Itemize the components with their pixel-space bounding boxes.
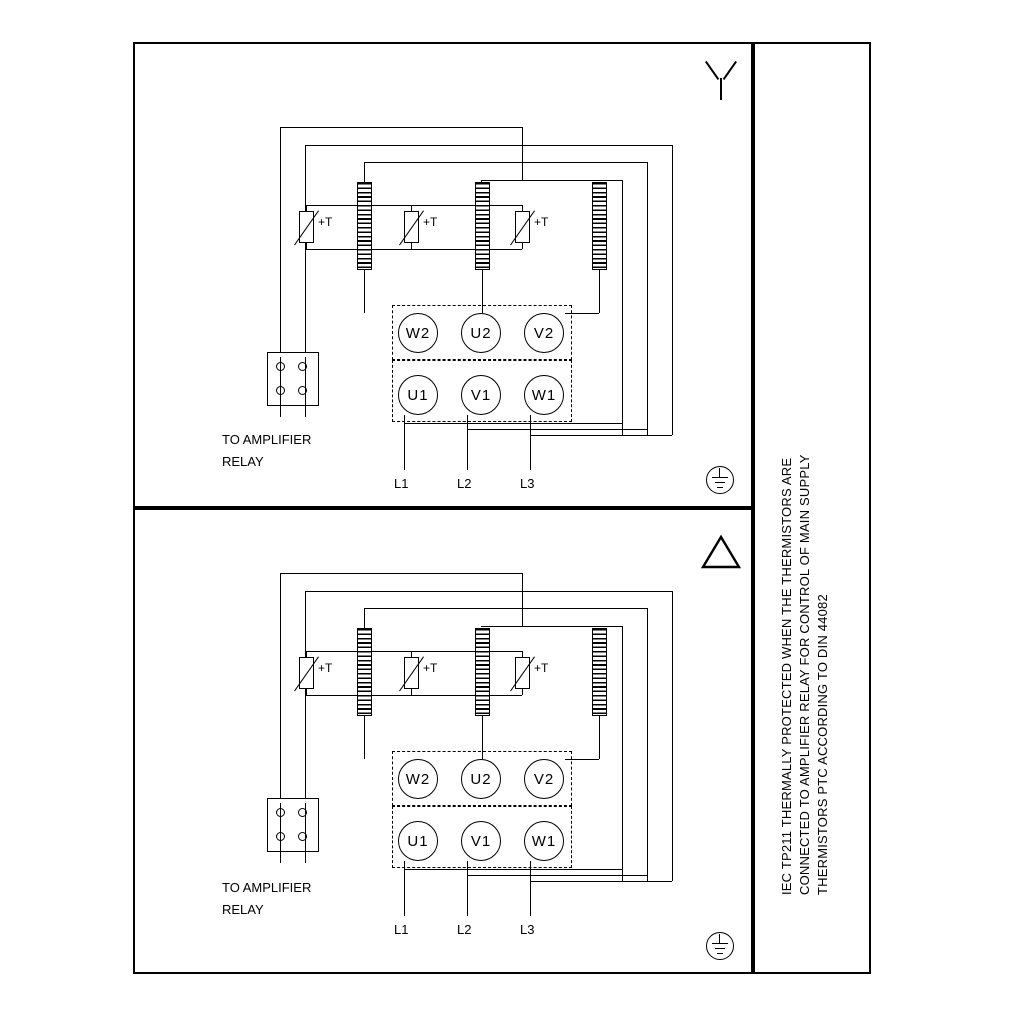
wire-delta-ptc-link-2 <box>411 651 522 652</box>
wire-star-ptc-left-dn <box>306 243 307 249</box>
wire-delta-ptc-bot-2 <box>411 695 522 696</box>
wire-star-ptc-v2 <box>522 205 523 211</box>
terminal-U1[interactable]: U1 <box>398 375 438 415</box>
winding-coil-5 <box>475 628 490 716</box>
thermistor-symbol-1 <box>299 211 314 243</box>
wire-delta-v-c <box>522 573 523 626</box>
amplifier-text-line1: TO AMPLIFIER <box>222 432 312 447</box>
wire-star-bus-3 <box>530 435 672 436</box>
wire-star-v-d <box>672 145 673 435</box>
wire-delta-top-a <box>280 573 522 574</box>
terminal-V2[interactable]: V2 <box>524 313 564 353</box>
terminal-V2-2[interactable]: V2 <box>524 759 564 799</box>
wire-star-v-a <box>280 127 281 357</box>
winding-coil-2 <box>475 182 490 270</box>
wire-delta-v-g <box>364 608 365 628</box>
wire-star-top-d <box>481 180 622 181</box>
wire-star-bus-1 <box>404 423 622 424</box>
wire-star-ptc-bot-2 <box>411 249 522 250</box>
wire-delta-top-b <box>305 591 672 592</box>
wye-symbol <box>704 62 738 100</box>
wire-star-top-a <box>280 127 522 128</box>
wire-delta-ptc-left-dn <box>306 689 307 695</box>
wire-star-conn-2 <box>305 357 306 417</box>
wire-delta-bus-1 <box>404 869 622 870</box>
supply-label-L2: L2 <box>457 476 472 491</box>
wire-delta-v-e <box>647 608 648 881</box>
thermistor-label-5: +T <box>423 661 438 675</box>
terminal-U2[interactable]: U2 <box>461 313 501 353</box>
wire-delta-ptc-v2 <box>522 651 523 657</box>
wire-star-ptc-v1 <box>411 205 412 211</box>
wire-delta-top-c <box>364 608 647 609</box>
winding-coil-1 <box>357 182 372 270</box>
amplifier-text-line2: RELAY <box>222 454 264 469</box>
wire-delta-v-f <box>622 626 623 881</box>
note-line-1: IEC TP211 THERMALLY PROTECTED WHEN THE THERMISTORS ARE <box>779 457 794 895</box>
wire-star-v-g <box>364 162 365 182</box>
wire-star-bus-2 <box>467 429 647 430</box>
thermistor-label-6: +T <box>534 661 549 675</box>
wire-delta-conn-2 <box>305 803 306 863</box>
wire-delta-coil3-down <box>599 716 600 759</box>
supply-label-L1-2: L1 <box>394 922 409 937</box>
thermistor-label-3: +T <box>534 215 549 229</box>
wire-star-v-c <box>522 127 523 180</box>
wire-delta-ptc-link-1 <box>306 651 412 652</box>
terminal-U2-2[interactable]: U2 <box>461 759 501 799</box>
supply-label-L3-2: L3 <box>520 922 535 937</box>
supply-label-L3: L3 <box>520 476 535 491</box>
wire-star-ptc-bot-1 <box>306 249 412 250</box>
thermistor-label-1: +T <box>318 215 333 229</box>
wire-delta-v-a <box>280 573 281 803</box>
wire-delta-ptc-left-up <box>306 651 307 657</box>
terminal-W2-2[interactable]: W2 <box>398 759 438 799</box>
wire-star-ptc-v3 <box>411 243 412 249</box>
earth-symbol <box>706 466 734 494</box>
terminal-U1-2[interactable]: U1 <box>398 821 438 861</box>
wire-delta-conn-1 <box>280 803 281 863</box>
wire-star-conn-1 <box>280 357 281 417</box>
note-frame <box>753 42 871 974</box>
amplifier-text-line1-2: TO AMPLIFIER <box>222 880 312 895</box>
wire-delta-bus-3 <box>530 881 672 882</box>
terminal-V1[interactable]: V1 <box>461 375 501 415</box>
note-line-2: CONNECTED TO AMPLIFIER RELAY FOR CONTROL OF MAIN SUPPLY <box>797 454 812 895</box>
wire-delta-ptc-v3 <box>411 689 412 695</box>
wire-delta-v-d <box>672 591 673 881</box>
amplifier-connector-block-2 <box>267 798 319 852</box>
wire-delta-top-d <box>481 626 622 627</box>
wire-delta-ptc-v4 <box>522 689 523 695</box>
note-line-3: THERMISTORS PTC ACCORDING TO DIN 44082 <box>815 594 830 895</box>
winding-coil-3 <box>592 182 607 270</box>
wire-star-top-c <box>364 162 647 163</box>
wire-star-coil1-down <box>364 270 365 313</box>
winding-coil-4 <box>357 628 372 716</box>
earth-symbol-2 <box>706 932 734 960</box>
delta-symbol <box>700 534 742 570</box>
amplifier-connector-block <box>267 352 319 406</box>
thermistor-symbol-5 <box>404 657 419 689</box>
thermistor-symbol-6 <box>515 657 530 689</box>
thermistor-label-4: +T <box>318 661 333 675</box>
wire-delta-ptc-v1 <box>411 651 412 657</box>
terminal-W1[interactable]: W1 <box>524 375 564 415</box>
terminal-W1-2[interactable]: W1 <box>524 821 564 861</box>
terminal-V1-2[interactable]: V1 <box>461 821 501 861</box>
wire-star-ptc-v4 <box>522 243 523 249</box>
thermistor-symbol-3 <box>515 211 530 243</box>
thermistor-symbol-4 <box>299 657 314 689</box>
wire-star-ptc-left-up <box>306 205 307 211</box>
supply-label-L1: L1 <box>394 476 409 491</box>
wire-delta-ptc-bot-1 <box>306 695 412 696</box>
wire-star-v-f <box>622 180 623 435</box>
thermistor-symbol-2 <box>404 211 419 243</box>
wire-star-v-e <box>647 162 648 435</box>
wire-star-coil3-down <box>599 270 600 313</box>
wire-star-ptc-link-2 <box>411 205 522 206</box>
terminal-W2[interactable]: W2 <box>398 313 438 353</box>
wire-star-ptc-link-1 <box>306 205 412 206</box>
winding-coil-6 <box>592 628 607 716</box>
wire-delta-bus-2 <box>467 875 647 876</box>
thermistor-label-2: +T <box>423 215 438 229</box>
amplifier-text-line2-2: RELAY <box>222 902 264 917</box>
supply-label-L2-2: L2 <box>457 922 472 937</box>
wire-delta-coil1-down <box>364 716 365 759</box>
wire-star-top-b <box>305 145 672 146</box>
